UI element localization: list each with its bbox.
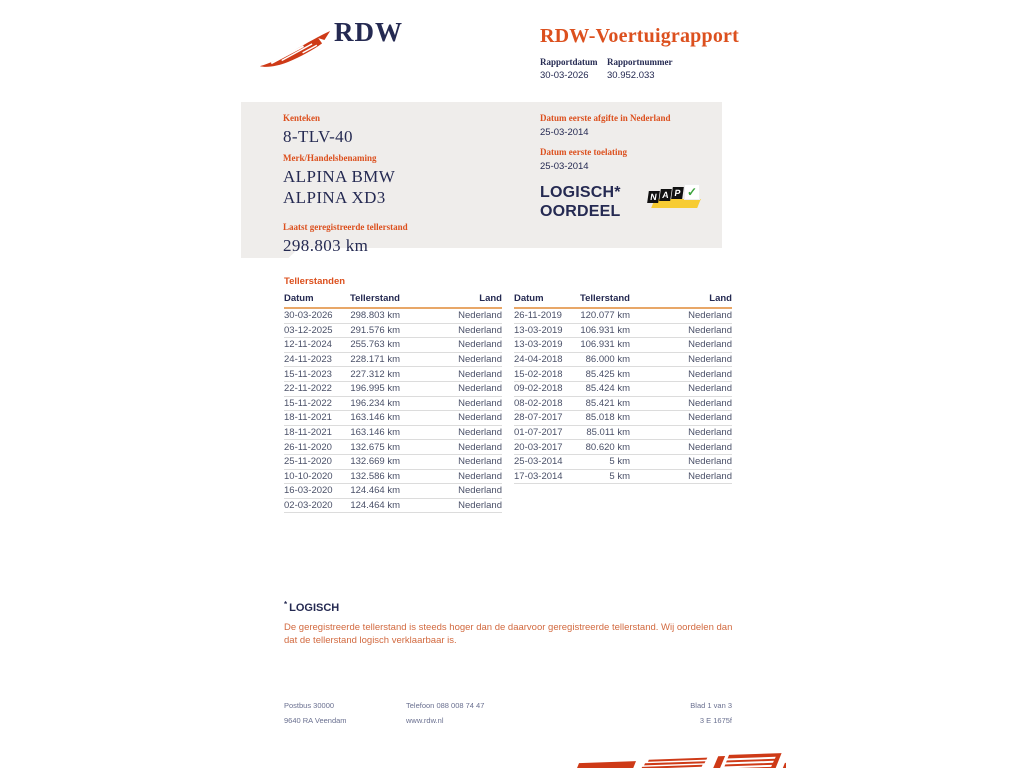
table-row	[284, 309, 502, 324]
cell-datum: 20-03-2017	[514, 441, 563, 453]
nap-letter-p: P	[671, 187, 684, 199]
tellerstand-value: 298.803 km	[283, 236, 369, 255]
cell-tellerstand: 227.312 km	[350, 368, 400, 380]
cell-land: Nederland	[458, 310, 502, 322]
footer-website: www.rdw.nl	[406, 716, 444, 725]
table-row	[284, 338, 502, 353]
cell-land: Nederland	[688, 456, 732, 468]
footer-address-line1: Postbus 30000	[284, 701, 335, 710]
logisch-footnote	[284, 600, 736, 647]
page-footer	[284, 701, 732, 731]
cell-tellerstand: 85.011 km	[586, 427, 630, 439]
oordeel-text	[540, 183, 621, 221]
cell-land: Nederland	[458, 470, 502, 482]
cell-tellerstand: 106.931 km	[580, 324, 630, 336]
table-row	[284, 455, 502, 470]
cell-land: Nederland	[458, 339, 502, 351]
table-row	[284, 397, 502, 412]
cell-land: Nederland	[688, 310, 732, 322]
cell-datum: 15-11-2023	[284, 368, 332, 380]
cell-datum: 18-11-2021	[284, 412, 332, 424]
summary-right-column	[540, 113, 720, 173]
report-title: RDW-Voertuigrapport	[540, 25, 739, 47]
column-header-tellerstand: Tellerstand	[580, 293, 630, 304]
cell-land: Nederland	[458, 324, 502, 336]
table-header-row	[284, 293, 502, 309]
column-header-datum: Datum	[514, 293, 544, 304]
table-row	[284, 470, 502, 485]
footnote-title	[284, 600, 736, 614]
cell-tellerstand: 5 km	[609, 470, 630, 482]
cell-datum: 26-11-2020	[284, 441, 332, 453]
cell-land: Nederland	[688, 412, 732, 424]
cell-datum: 22-11-2022	[284, 383, 332, 395]
cell-datum: 17-03-2014	[514, 470, 563, 482]
cell-tellerstand: 85.018 km	[585, 412, 630, 424]
cell-land: Nederland	[688, 441, 732, 453]
cell-tellerstand: 196.995 km	[350, 383, 400, 395]
cell-land: Nederland	[688, 339, 732, 351]
cell-tellerstand: 85.424 km	[585, 383, 630, 395]
cell-datum: 24-11-2023	[284, 354, 332, 366]
tellerstand-label: Laatst geregistreerde tellerstand	[283, 222, 408, 232]
cell-datum: 15-11-2022	[284, 397, 332, 409]
column-header-datum: Datum	[284, 293, 314, 304]
cell-datum: 13-03-2019	[514, 324, 563, 336]
nap-letter-n: N	[647, 191, 660, 203]
table-row	[514, 382, 732, 397]
tellerstanden-title: Tellerstanden	[284, 276, 346, 287]
cell-tellerstand: 132.586 km	[350, 470, 400, 482]
handelsbenaming-value: ALPINA XD3	[283, 188, 386, 207]
table-row	[514, 397, 732, 412]
footer-contact	[406, 701, 690, 731]
cell-land: Nederland	[688, 368, 732, 380]
cell-land: Nederland	[458, 368, 502, 380]
cell-tellerstand: 132.675 km	[350, 441, 400, 453]
toelating-label: Datum eerste toelating	[540, 147, 627, 157]
cell-land: Nederland	[688, 354, 732, 366]
cell-datum: 24-04-2018	[514, 354, 563, 366]
table-row	[284, 499, 502, 514]
nap-letter-a: A	[659, 189, 672, 201]
cell-datum: 25-03-2014	[514, 456, 563, 468]
table-row	[284, 440, 502, 455]
report-number-label: Rapportnummer	[607, 57, 673, 67]
cell-datum: 25-11-2020	[284, 456, 332, 468]
table-row	[514, 426, 732, 441]
table-row	[514, 353, 732, 368]
cell-datum: 01-07-2017	[514, 427, 563, 439]
kenteken-label: Kenteken	[283, 113, 320, 123]
footer-address	[284, 701, 406, 731]
cell-datum: 10-10-2020	[284, 470, 333, 482]
report-number-value: 30.952.033	[607, 70, 655, 81]
footnote-text: De geregistreerde tellerstand is steeds hoger dan de daarvoor geregistreerde tellerstand. Wij oordelen dan dat de tellerstand logisch verklaarbaar is.	[284, 622, 733, 646]
cell-tellerstand: 85.421 km	[585, 397, 630, 409]
footer-page-info	[690, 701, 732, 731]
report-meta	[540, 57, 673, 81]
cell-datum: 09-02-2018	[514, 383, 563, 395]
column-header-land: Land	[709, 293, 732, 304]
vehicle-summary-panel	[241, 102, 722, 255]
column-header-tellerstand: Tellerstand	[350, 293, 400, 304]
asterisk: *	[284, 600, 288, 609]
cell-tellerstand: 298.803 km	[350, 310, 400, 322]
rdw-logo-text: RDW	[334, 17, 403, 47]
cell-tellerstand: 132.669 km	[350, 456, 400, 468]
oordeel-line1: LOGISCH*	[540, 184, 621, 201]
cell-land: Nederland	[458, 500, 502, 512]
oordeel-line2: OORDEEL	[540, 203, 621, 220]
tellerstanden-section	[284, 276, 732, 513]
cell-land: Nederland	[458, 427, 502, 439]
cell-land: Nederland	[688, 470, 732, 482]
footer-phone: Telefoon 088 008 74 47	[406, 701, 485, 710]
check-icon: ✓	[686, 185, 698, 199]
meter-table-right	[514, 293, 732, 513]
nap-logo	[647, 184, 701, 209]
cell-tellerstand: 163.146 km	[350, 412, 400, 424]
cell-tellerstand: 228.171 km	[350, 354, 400, 366]
afgifte-label: Datum eerste afgifte in Nederland	[540, 113, 671, 123]
table-row	[514, 411, 732, 426]
cell-tellerstand: 85.425 km	[585, 368, 630, 380]
merk-label: Merk/Handelsbenaming	[283, 153, 377, 163]
cell-tellerstand: 291.576 km	[350, 324, 400, 336]
cell-tellerstand: 86.000 km	[585, 354, 630, 366]
cell-tellerstand: 5 km	[609, 456, 630, 468]
cell-tellerstand: 255.763 km	[350, 339, 400, 351]
table-row	[284, 484, 502, 499]
cell-tellerstand: 196.234 km	[350, 397, 400, 409]
meter-table-left	[284, 293, 502, 513]
table-row	[514, 324, 732, 339]
table-row	[514, 470, 732, 485]
kenteken-value: 8-TLV-40	[283, 127, 353, 146]
table-row	[514, 367, 732, 382]
cell-land: Nederland	[458, 456, 502, 468]
table-row	[284, 382, 502, 397]
cell-tellerstand: 124.464 km	[350, 485, 400, 497]
rdw-flag-banner-graphic	[548, 744, 786, 768]
cell-land: Nederland	[458, 412, 502, 424]
cell-datum: 15-02-2018	[514, 368, 563, 380]
cell-datum: 08-02-2018	[514, 397, 563, 409]
cell-land: Nederland	[458, 383, 502, 395]
cell-land: Nederland	[458, 441, 502, 453]
footer-form-code: 3 E 1675f	[699, 716, 732, 725]
cell-land: Nederland	[458, 485, 502, 497]
table-row	[514, 440, 732, 455]
cell-datum: 26-11-2019	[514, 310, 562, 322]
footnote-title-text: LOGISCH	[289, 602, 340, 614]
cell-datum: 16-03-2020	[284, 485, 333, 497]
report-number-block	[607, 57, 673, 81]
table-header-row	[514, 293, 732, 309]
cell-tellerstand: 120.077 km	[580, 310, 630, 322]
cell-datum: 28-07-2017	[514, 412, 563, 424]
cell-datum: 02-03-2020	[284, 500, 333, 512]
cell-land: Nederland	[688, 324, 732, 336]
cell-land: Nederland	[688, 383, 732, 395]
table-row	[514, 455, 732, 470]
table-row	[284, 411, 502, 426]
cell-tellerstand: 106.931 km	[580, 339, 630, 351]
report-date-value: 30-03-2026	[540, 70, 589, 81]
cell-tellerstand: 124.464 km	[350, 500, 400, 512]
table-row	[284, 367, 502, 382]
table-row	[284, 426, 502, 441]
cell-datum: 13-03-2019	[514, 339, 563, 351]
footer-page-number: Blad 1 van 3	[690, 701, 732, 710]
footer-address-line2: 9640 RA Veendam	[284, 716, 347, 725]
table-row	[284, 353, 502, 368]
cell-land: Nederland	[688, 427, 732, 439]
cell-datum: 18-11-2021	[284, 427, 332, 439]
report-date-block	[540, 57, 607, 81]
cell-datum: 12-11-2024	[284, 339, 332, 351]
toelating-value: 25-03-2014	[540, 161, 589, 172]
table-row	[284, 324, 502, 339]
summary-left-column	[283, 113, 533, 256]
cell-tellerstand: 80.620 km	[585, 441, 630, 453]
table-row	[514, 309, 732, 324]
report-date-label: Rapportdatum	[540, 57, 598, 67]
cell-tellerstand: 163.146 km	[350, 427, 400, 439]
cell-land: Nederland	[688, 397, 732, 409]
cell-land: Nederland	[458, 397, 502, 409]
cell-land: Nederland	[458, 354, 502, 366]
cell-datum: 30-03-2026	[284, 310, 333, 322]
cell-datum: 03-12-2025	[284, 324, 333, 336]
afgifte-value: 25-03-2014	[540, 127, 589, 138]
merk-value: ALPINA BMW	[283, 167, 396, 186]
rdw-flag-icon	[257, 28, 333, 72]
table-row	[514, 338, 732, 353]
column-header-land: Land	[479, 293, 502, 304]
